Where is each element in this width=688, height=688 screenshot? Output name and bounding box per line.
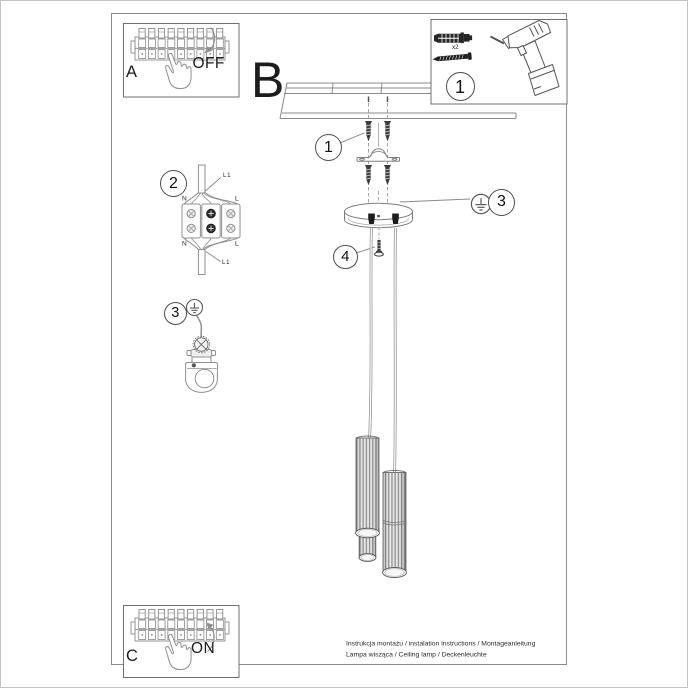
label-live-bottom: L (234, 239, 239, 248)
pendant-cords (370, 228, 396, 472)
canopy-figure (345, 203, 413, 227)
pendant-lamp-right (383, 470, 407, 577)
label-neutral-bottom: N (182, 239, 187, 248)
panel-c-on-label: ON (191, 639, 216, 657)
mounting-bracket-figure (357, 149, 400, 162)
power-on-panel (124, 606, 240, 678)
wall-plug-icon (434, 33, 472, 44)
panel-a-off-label: OFF (192, 54, 225, 72)
callout-canopy-screw-4: 4 (333, 245, 358, 270)
label-neutral-top: N (182, 194, 187, 202)
callout-screws-1: 1 (315, 134, 342, 161)
panel-c-letter: C (126, 647, 138, 665)
footer-line-2: Lampa wisząca / Ceiling lamp / Deckenleuchte (346, 650, 487, 659)
label-live-top: L (234, 194, 239, 202)
callout-ground-canopy-3: 3 (488, 189, 515, 216)
callout-wiring-2: 2 (160, 170, 187, 197)
cord-grip-right (392, 214, 399, 225)
label-l1-top: L1 (222, 171, 231, 179)
callout-ground-left-3: 3 (164, 302, 188, 326)
diagram-art (1, 1, 688, 688)
label-l1-bottom: L1 (221, 258, 230, 266)
anchor-count-label: x2 (452, 44, 459, 51)
terminal-block-figure (182, 165, 240, 275)
mounting-screws-figure (365, 121, 391, 185)
footer-line-1: Instrukcja montażu / instalation instructions / Montageanleitung (346, 639, 536, 648)
ground-clamp-figure (186, 300, 218, 393)
callout-3-leader (400, 199, 470, 202)
panel-a-letter: A (126, 63, 138, 81)
section-b-label: B (251, 52, 285, 108)
pendant-lamp-left (356, 436, 380, 561)
content-frame (112, 14, 567, 665)
callout-1-leader (341, 133, 365, 143)
cord-grip-left (368, 214, 375, 225)
callout-parts-1: 1 (446, 72, 475, 101)
canopy-screw-figure (375, 240, 384, 256)
